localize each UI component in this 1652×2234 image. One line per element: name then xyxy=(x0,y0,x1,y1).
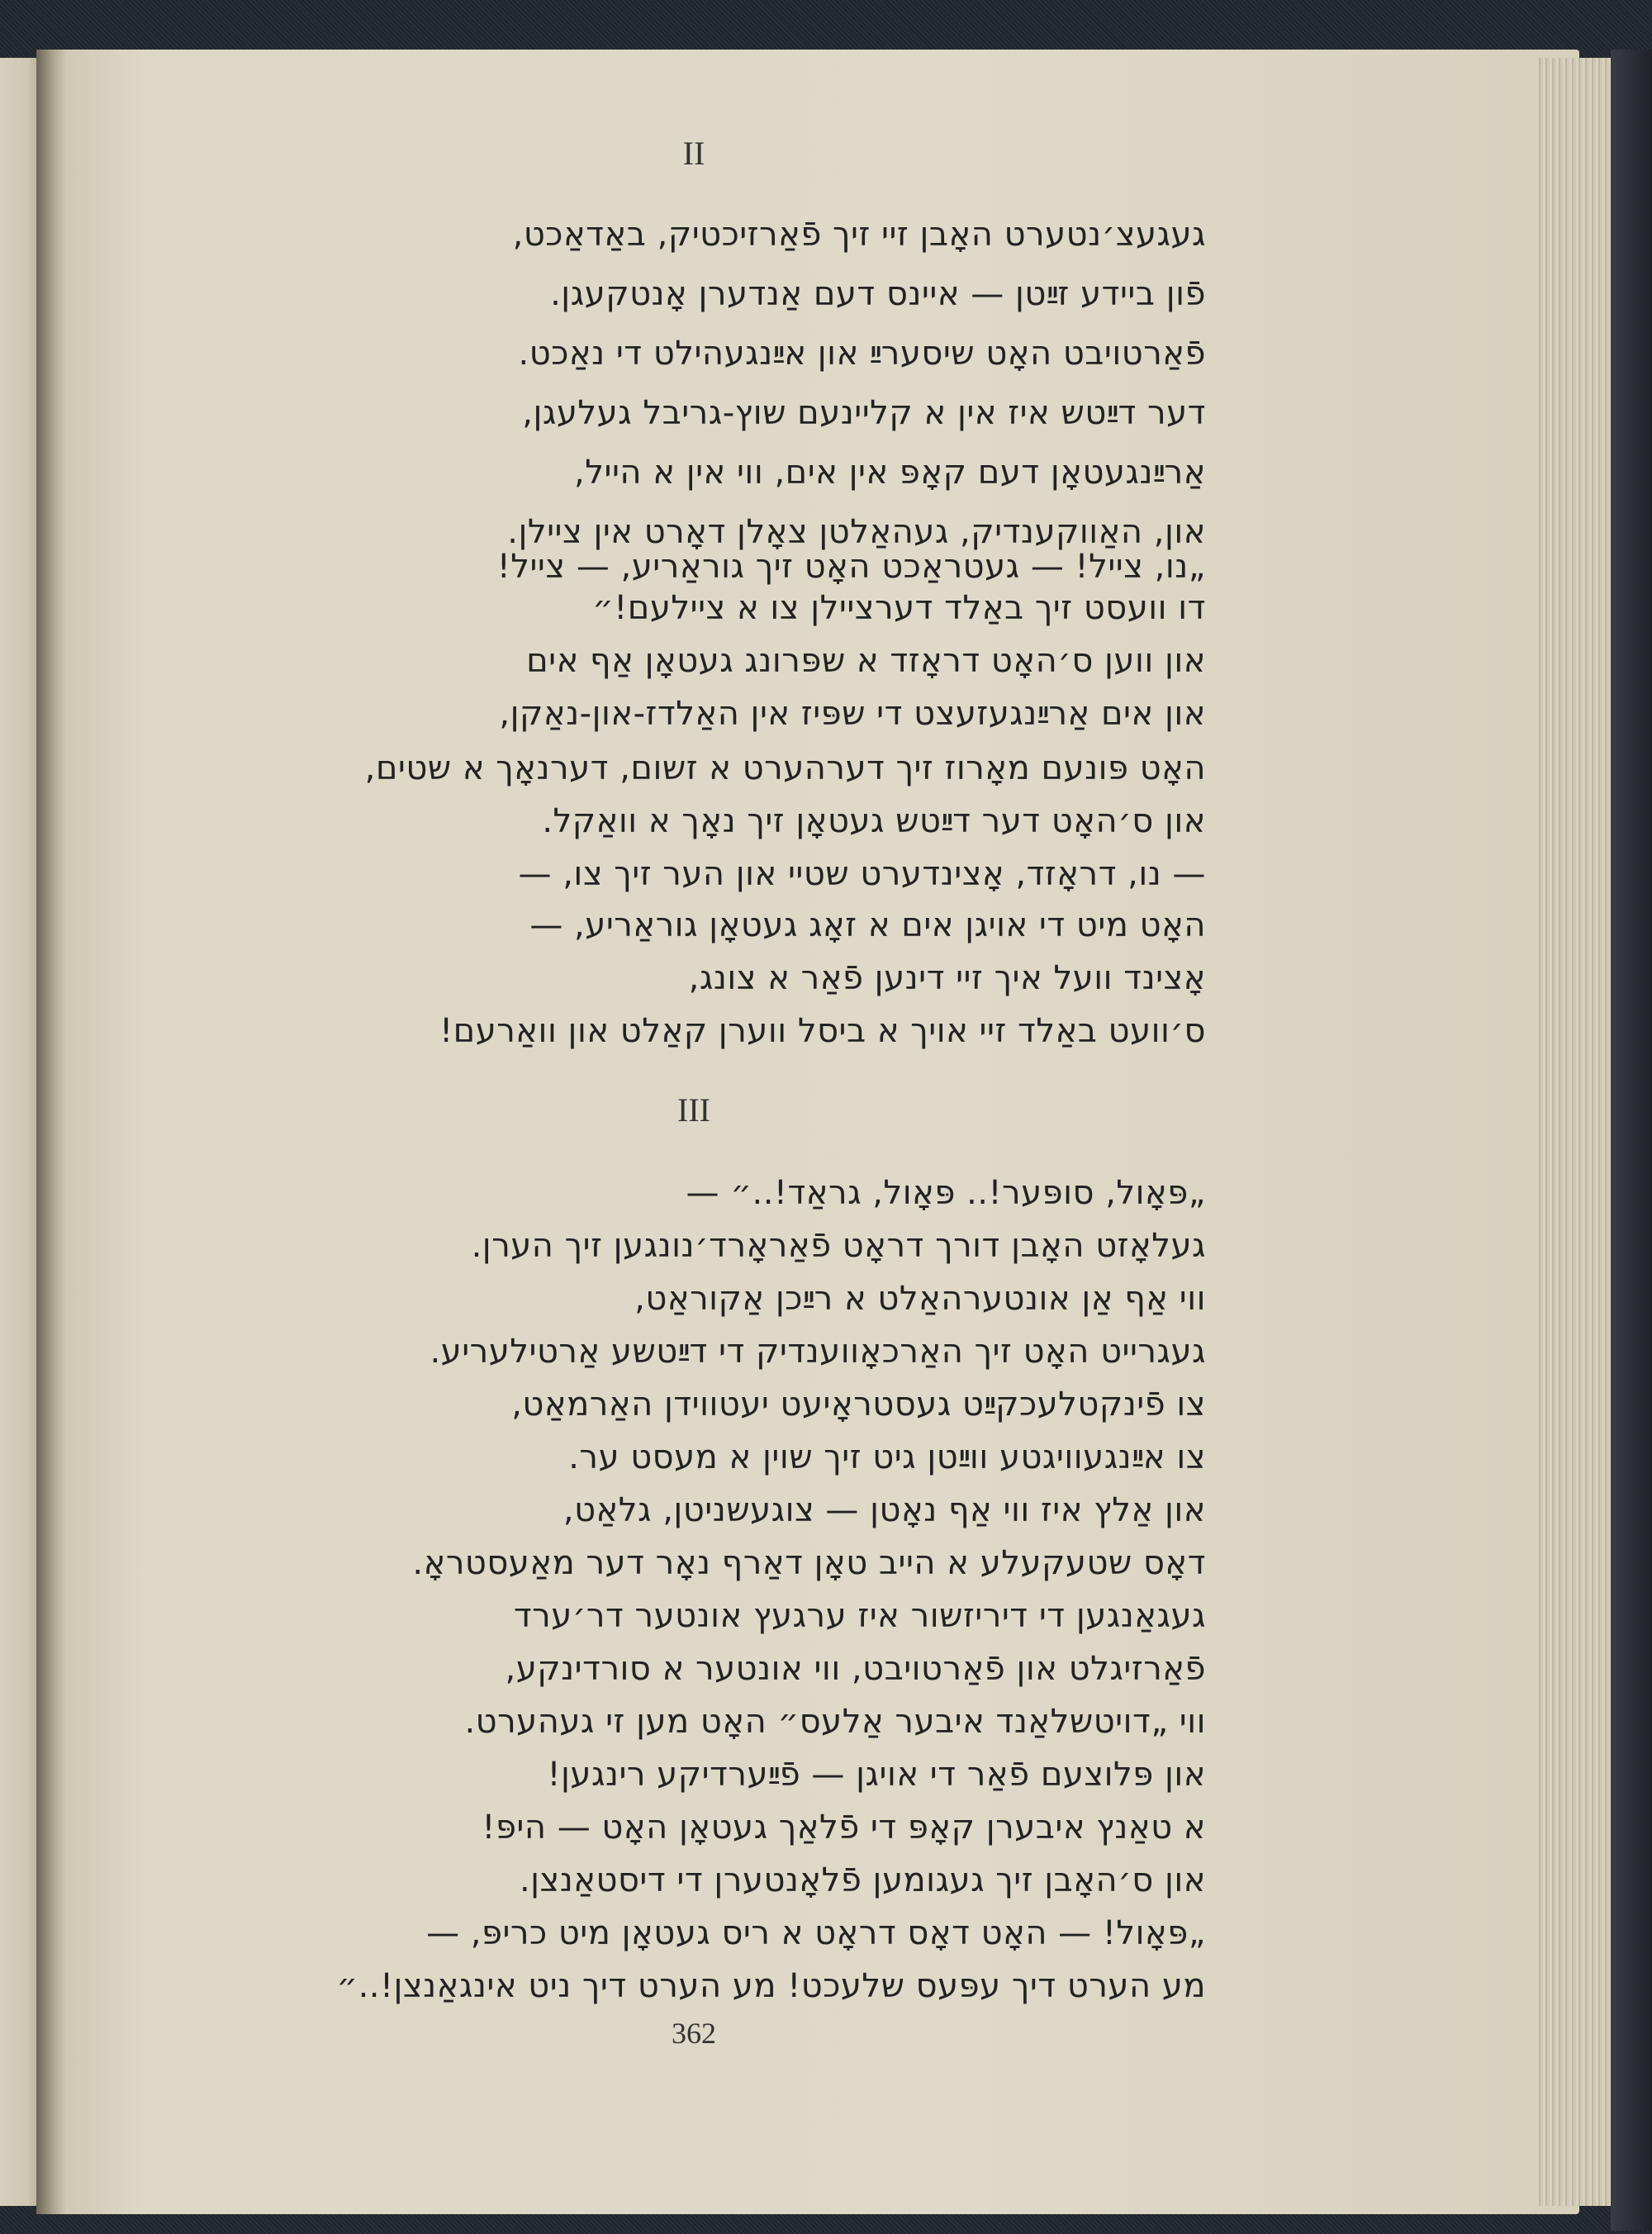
poem-line: געגרייט האָט זיך האַרכאָווענדיק די דײַטשע אַרטילעריע. xyxy=(430,1333,1206,1371)
poem-line: „פּאָול! — האָט דאָס דראָט א ריס געטאָן מיט כריפּ, — xyxy=(426,1914,1206,1952)
poem-line: און פּלוצעם פֿאַר די אויגן — פֿײַערדיקע רינגען! xyxy=(547,1756,1206,1794)
section-heading-iii: III xyxy=(677,1091,710,1129)
poem-line: א טאַנץ איבערן קאָפּ די פֿלאַך געטאָן האָט — היפּ! xyxy=(482,1809,1206,1847)
poem-line: צו פֿינקטלעכקײַט געסטראָיעט יעטווידן האַרמאַט, xyxy=(511,1386,1206,1424)
poem-line: און ס׳האָבן זיך געגומען פֿלאָנטערן די דיסטאַנצן. xyxy=(519,1861,1206,1899)
poem-line: „פּאָול, סופּער!.. פּאָול, גראַד!..״ — xyxy=(686,1174,1206,1212)
section-heading-ii: II xyxy=(682,135,705,172)
poem-line: צו אײַנגעוויגטע ווײַטן גיט זיך שוין א מעסט ער. xyxy=(568,1438,1206,1476)
poem-line: דער דײַטש איז אין א קליינעם שוץ-גריבל געלעגן, xyxy=(522,394,1206,432)
poem-line: „נו, צייל! — געטראַכט האָט זיך גוראַריע, — צייל! xyxy=(496,548,1206,586)
left-page-edge xyxy=(0,58,40,2206)
poem-line: אָצינד וועל איך זיי דינען פֿאַר א צונג, xyxy=(688,959,1206,997)
page-stack-edge xyxy=(1536,58,1619,2206)
poem-line: ווי אַף אַן אונטערהאַלט א רײַכן אַקוראַט, xyxy=(634,1280,1206,1318)
page-gutter-shadow xyxy=(36,50,66,2214)
poem-line: און אַלץ איז ווי אַף נאָטן — צוגעשניטן, גלאַט, xyxy=(563,1491,1206,1529)
poem-line: געגאַנגען די דיריזשור איז ערגעץ אונטער דר׳ערד xyxy=(513,1597,1206,1635)
poem-line: מע הערט דיך עפּעס שלעכט! מע הערט דיך ניט אינגאַנצן!..״ xyxy=(336,1967,1206,2005)
poem-line: אַרײַנגעטאָן דעם קאָפּ אין אים, ווי אין א הייל, xyxy=(574,454,1206,492)
poem-line: פֿאַרטויבט האָט שיסערײַ און אײַנגעהילט די נאַכט. xyxy=(518,335,1206,373)
poem-line: פֿון ביידע זײַטן — איינס דעם אַנדערן אָנטקעגן. xyxy=(550,275,1206,313)
poem-line: ווי „דויטשלאַנד איבער אַלעס״ האָט מען זי געהערט. xyxy=(464,1703,1206,1741)
poem-line: האָט מיט די אויגן אים א זאָג געטאָן גוראַריע, — xyxy=(529,906,1206,944)
poem-line: און, האַווקענדיק, געהאַלטן צאָלן דאָרט אין ציילן. xyxy=(507,513,1206,551)
poem-line: ס׳וועט באַלד זיי אויך א ביסל ווערן קאַלט און וואַרעם! xyxy=(439,1012,1206,1050)
poem-line: געגעצ׳נטערט האָבן זיי זיך פֿאַרזיכטיק, באַדאַכט, xyxy=(512,216,1206,254)
page-number: 362 xyxy=(672,2017,716,2050)
poem-line: — נו, דראָזד, אָצינדערט שטיי און הער זיך צו, — xyxy=(518,855,1206,893)
poem-line: געלאָזט האָבן דורך דראָט פֿאַראָרד׳נונגען זיך הערן. xyxy=(471,1227,1206,1265)
poem-line: פֿאַרזיגלט און פֿאַרטויבט, ווי אונטער א סורדינקע, xyxy=(505,1650,1206,1688)
poem-line: און ס׳האָט דער דײַטש געטאָן זיך נאָך א וואַקל. xyxy=(542,802,1206,840)
poem-line: און ווען ס׳האָט דראָזד א שפּרונג געטאָן אַף אים xyxy=(526,642,1206,680)
poem-line: האָט פּונעם מאָרוז זיך דערהערט א זשום, דערנאָך א שטים, xyxy=(364,749,1206,787)
poem-line: דו וועסט זיך באַלד דערציילן צו א ציילעם!״ xyxy=(591,589,1206,627)
poem-text-block xyxy=(182,0,1206,2234)
poem-line: און אים אַרײַנגעזעצט די שפּיז אין האַלדז-און-נאַקן, xyxy=(499,695,1206,733)
cover-edge-shadow xyxy=(1611,50,1652,2231)
poem-line: דאָס שטעקעלע א הייב טאָן דאַרף נאָר דער מאַעסטראָ. xyxy=(412,1544,1206,1582)
